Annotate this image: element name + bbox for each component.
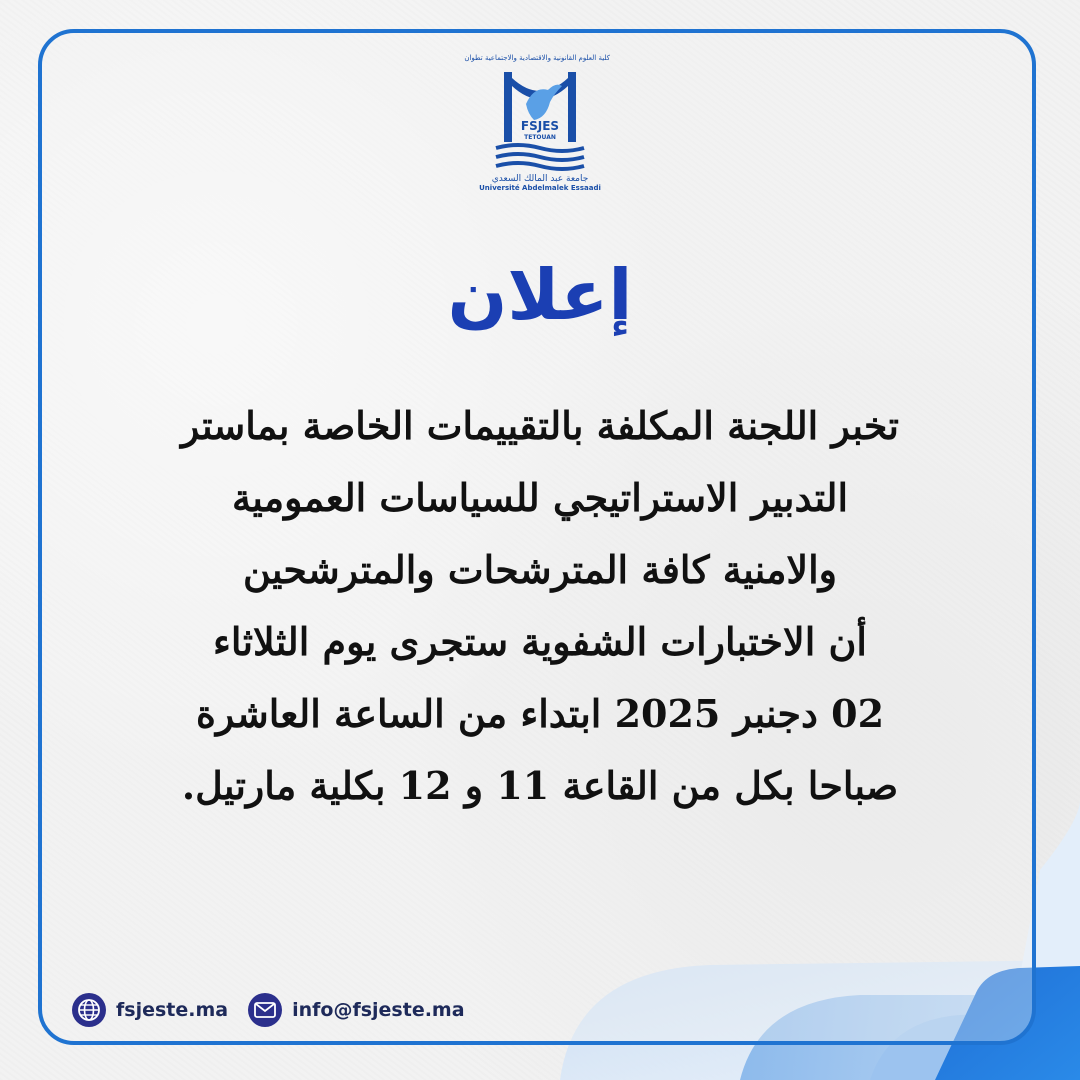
logo-university-fr: Université Abdelmalek Essaadi [479, 184, 601, 192]
email-contact[interactable] [248, 993, 464, 1027]
website-link[interactable]: fsjeste.ma [116, 999, 229, 1021]
logo-city: TETOUAN [524, 134, 556, 141]
announcement-body [60, 403, 1020, 835]
website-contact[interactable] [72, 993, 228, 1027]
body-line: أن الاختبارات الشفوية ستجرى يوم الثلاثاء [213, 619, 867, 664]
email-link[interactable]: info@fsjeste.ma [292, 999, 465, 1021]
logo-faculty-name: كلية العلوم القانونية والاقتصادية والاجتماعية تطوان [464, 54, 610, 62]
globe-icon [72, 993, 106, 1027]
envelope-icon [248, 993, 282, 1027]
body-line: صباحا بكل من القاعة 11 و 12 بكلية مارتيل. [181, 763, 899, 808]
faculty-logo [464, 54, 610, 219]
body-line: والامنية كافة المترشحات والمترشحين [242, 547, 838, 592]
logo-university-ar: جامعة عبد المالك السعدي [491, 174, 589, 184]
body-line: التدبير الاستراتيجي للسياسات العمومية [231, 475, 849, 520]
announcement-title: إعلان [447, 254, 633, 336]
dove-emblem-icon [490, 64, 590, 174]
body-line: تخبر اللجنة المكلفة بالتقييمات الخاصة بماستر [181, 403, 899, 448]
logo-abbr: FSJES [520, 119, 560, 133]
body-line: 02 دجنبر 2025 ابتداء من الساعة العاشرة [195, 691, 885, 736]
contact-footer [72, 990, 485, 1030]
